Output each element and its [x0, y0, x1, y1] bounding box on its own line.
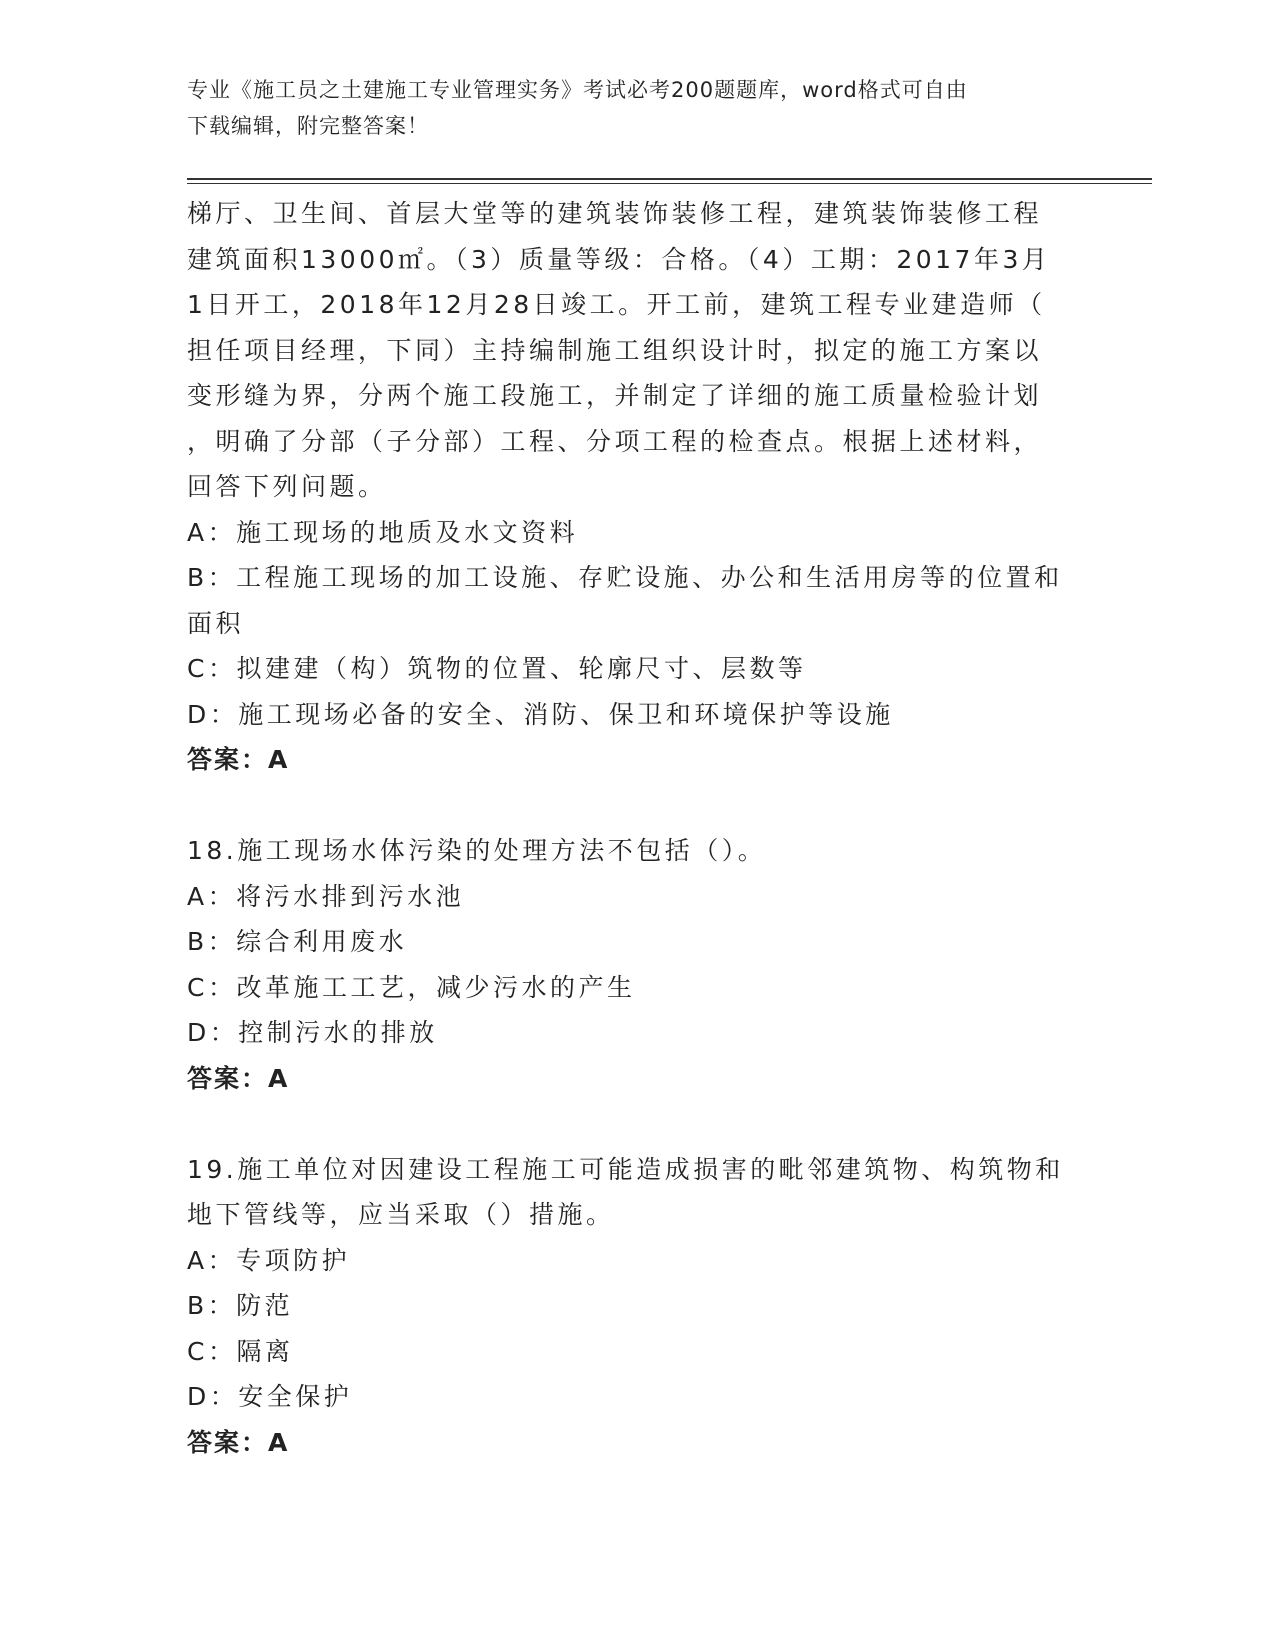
header-rule-thin	[187, 183, 1152, 184]
stem-line: 变形缝为界，分两个施工段施工，并制定了详细的施工质量检验计划	[187, 381, 1043, 410]
question-19-title-line-2: 地下管线等，应当采取（）措施。	[187, 1200, 615, 1229]
option-c: C：隔离	[187, 1336, 294, 1366]
option-d: D：安全保护	[187, 1382, 353, 1411]
question-19-answer: 答案：A	[187, 1427, 290, 1457]
question-19-options	[187, 1238, 1087, 1420]
stem-line: 回答下列问题。	[187, 472, 387, 501]
stem-line: 1日开工，2018年12月28日竣工。开工前，建筑工程专业建造师（	[187, 290, 1046, 319]
option-c: C：拟建建（构）筑物的位置、轮廓尺寸、层数等	[187, 654, 807, 683]
stem-line: 梯厅、卫生间、首层大堂等的建筑装饰装修工程，建筑装饰装修工程	[187, 199, 1043, 228]
option-b: B：综合利用废水	[187, 927, 408, 956]
option-b: B：防范	[187, 1291, 294, 1320]
header-rule-thick	[187, 178, 1152, 180]
question-18-options	[187, 874, 1087, 1056]
option-a: A：施工现场的地质及水文资料	[187, 517, 579, 547]
question-17-stem	[187, 191, 1087, 510]
option-d: D：施工现场必备的安全、消防、保卫和环境保护等设施	[187, 699, 894, 729]
question-17-answer: 答案：A	[187, 745, 290, 774]
option-b: B：工程施工现场的加工设施、存贮设施、办公和生活用房等的位置和	[187, 563, 1063, 592]
stem-line: 建筑面积13000㎡。（3）质量等级：合格。（4）工期：2017年3月	[187, 244, 1051, 274]
stem-line: ，明确了分部（子分部）工程、分项工程的检查点。根据上述材料，	[187, 426, 1043, 456]
question-18-answer: 答案：A	[187, 1063, 290, 1093]
document-body	[187, 191, 1087, 1465]
option-c: C：改革施工工艺，减少污水的产生	[187, 972, 636, 1002]
option-b-continued: 面积	[187, 608, 245, 638]
spacer	[187, 1101, 1087, 1147]
option-a: A：将污水排到污水池	[187, 881, 465, 911]
question-17-options	[187, 510, 1087, 738]
document-header	[187, 72, 1087, 144]
stem-line: 担任项目经理，下同）主持编制施工组织设计时，拟定的施工方案以	[187, 335, 1043, 365]
spacer	[187, 783, 1087, 829]
header-line-2: 下载编辑，附完整答案！	[187, 114, 429, 138]
option-a: A：专项防护	[187, 1245, 351, 1275]
header-line-1: 专业《施工员之土建施工专业管理实务》考试必考200题题库，word格式可自由	[187, 78, 968, 102]
question-18-title: 18.施工现场水体污染的处理方法不包括（）。	[187, 836, 767, 865]
question-19-title-line-1: 19.施工单位对因建设工程施工可能造成损害的毗邻建筑物、构筑物和	[187, 1154, 1064, 1184]
option-d: D：控制污水的排放	[187, 1018, 438, 1047]
